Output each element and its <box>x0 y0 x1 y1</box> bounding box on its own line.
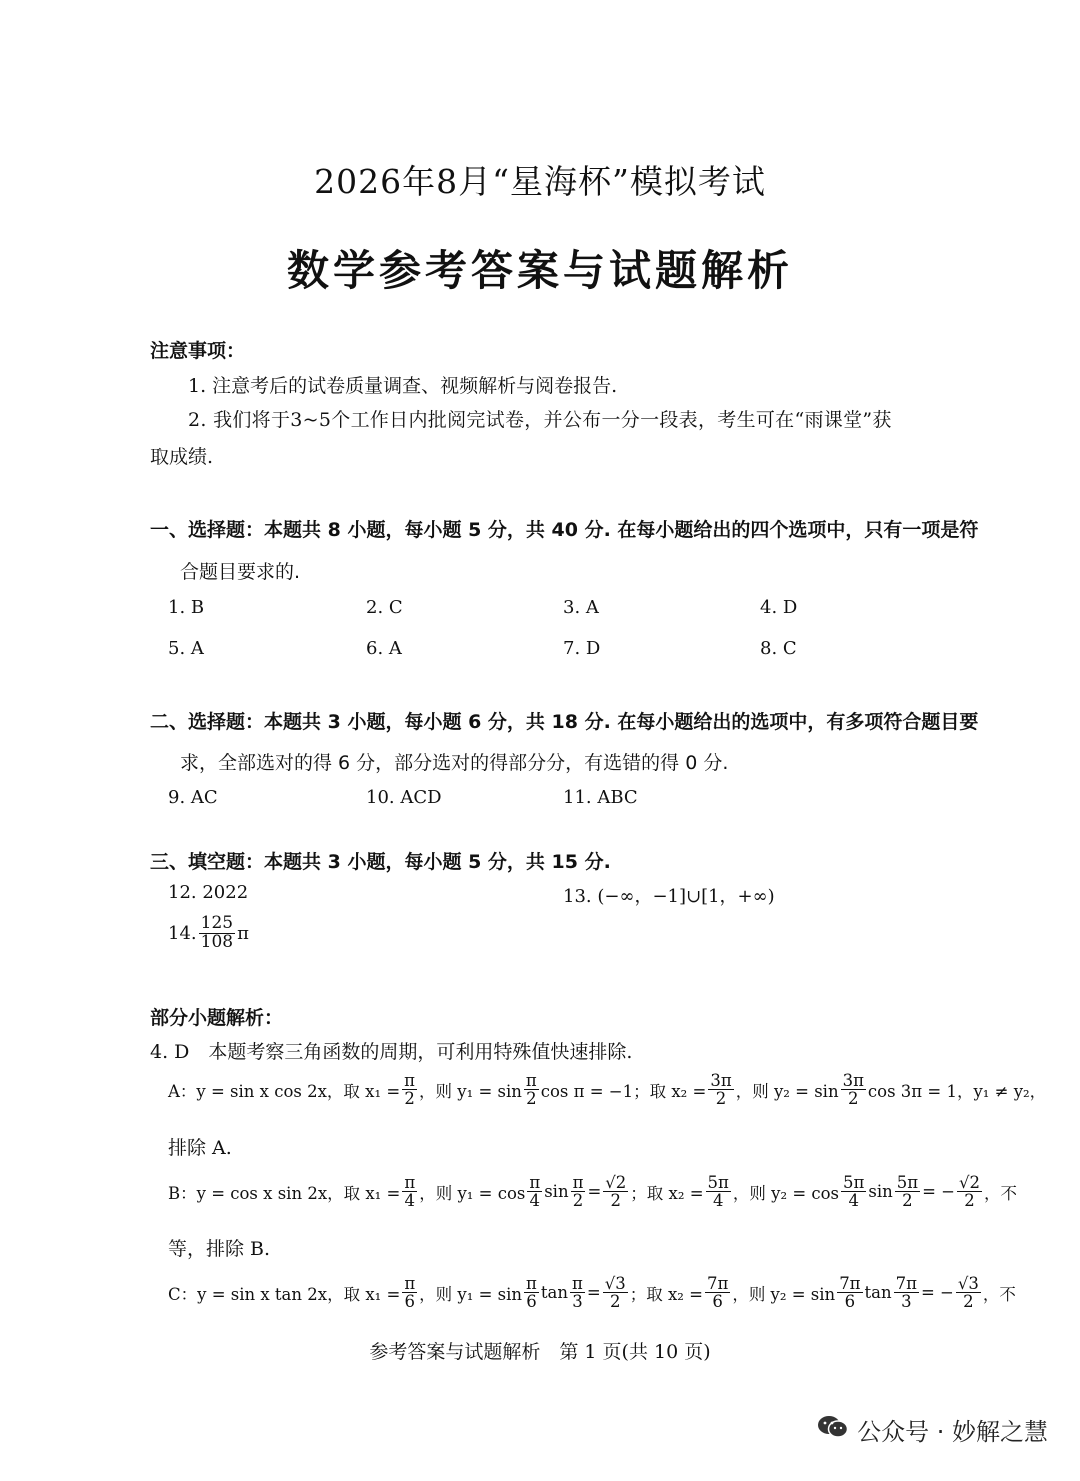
fraction-denominator: 6 <box>844 1292 856 1312</box>
watermark <box>817 1412 1048 1447</box>
fraction-denominator: 2 <box>715 1089 727 1109</box>
option-b-text-9: ，不 <box>984 1183 1018 1203</box>
answer-6: 6. A <box>366 638 402 659</box>
fraction-denominator: 2 <box>964 1191 975 1211</box>
answer-7: 7. D <box>563 638 601 659</box>
fraction-denominator: 2 <box>526 1089 537 1109</box>
fraction-numerator: 5π <box>896 1173 919 1192</box>
fraction-numerator: π <box>525 1071 537 1090</box>
answer-13: 13. (−∞，−1]∪[1，+∞) <box>563 886 775 907</box>
fraction-denominator: 2 <box>963 1292 974 1312</box>
option-a-text-2: ，则 y₁ = sin <box>419 1081 522 1101</box>
option-a-analysis <box>168 1072 1046 1108</box>
fraction-denominator: 2 <box>610 1191 622 1211</box>
option-b-text-4: = <box>587 1182 602 1202</box>
answer-5: 5. A <box>168 638 204 659</box>
option-c-text-4: = <box>586 1283 601 1303</box>
option-a-text-1: A：y = sin x cos 2x，取 x₁ = <box>168 1081 401 1101</box>
analysis-heading: 部分小题解析： <box>150 1007 284 1029</box>
fraction-numerator: π <box>529 1173 541 1192</box>
fraction-numerator: π <box>572 1173 584 1192</box>
option-c-text-1: C：y = sin x tan 2x，取 x₁ = <box>168 1284 401 1304</box>
answer-1: 1. B <box>168 597 205 618</box>
option-c-text-2: ，则 y₁ = sin <box>419 1284 523 1304</box>
fraction-denominator: 3 <box>901 1292 912 1312</box>
fraction-numerator: π <box>404 1274 416 1293</box>
fraction-denominator: 2 <box>848 1089 859 1109</box>
section-1-heading-cont: 合题目要求的. <box>180 561 301 583</box>
answer-9: 9. AC <box>168 787 218 808</box>
fraction-denominator: 2 <box>404 1089 415 1109</box>
fraction-numerator: 7π <box>706 1274 729 1293</box>
option-c-text-8: = − <box>920 1283 954 1303</box>
fraction-numerator: π <box>526 1274 537 1293</box>
fraction-numerator: 5π <box>843 1173 865 1192</box>
fraction-denominator: 2 <box>902 1191 913 1211</box>
fraction-denominator: 2 <box>572 1191 584 1211</box>
fraction-numerator: 7π <box>839 1274 861 1293</box>
fraction-numerator: 125 <box>200 913 234 933</box>
section-1-heading: 一、选择题：本题共 8 小题，每小题 5 分，共 40 分. 在每小题给出的四个选项中，只有一项是符 <box>150 519 979 541</box>
answer-10: 10. ACD <box>366 787 442 808</box>
option-c-text-9: ，不 <box>982 1284 1016 1304</box>
option-b-text-2: ，则 y₁ = cos <box>419 1183 526 1203</box>
section-2-heading: 二、选择题：本题共 3 小题，每小题 6 分，共 18 分. 在每小题给出的选项中，有多项符合题目要 <box>150 711 979 733</box>
answer-14 <box>168 915 249 952</box>
option-b-conclusion: 等，排除 B. <box>168 1238 271 1260</box>
option-b-text-3: sin <box>544 1182 569 1202</box>
exam-title: 2026年8月“星海杯”模拟考试 <box>314 162 766 201</box>
fraction-denominator: 3 <box>572 1292 583 1312</box>
fraction-numerator: √3 <box>957 1274 979 1293</box>
option-c-text-7: tan <box>864 1283 892 1303</box>
answer-2: 2. C <box>366 597 403 618</box>
fraction-numerator: 5π <box>707 1173 729 1192</box>
fraction-denominator: 2 <box>609 1292 621 1312</box>
section-2-heading-cont: 求，全部选对的得 6 分，部分选对的得部分分，有选错的得 0 分. <box>180 752 729 774</box>
answer-14-fraction <box>199 915 235 952</box>
fraction-numerator: √3 <box>604 1274 626 1293</box>
fraction-denominator: 4 <box>848 1191 859 1211</box>
answer-8: 8. C <box>760 638 797 659</box>
option-c-analysis <box>168 1275 1016 1311</box>
fraction-numerator: π <box>404 1173 416 1192</box>
fraction-numerator: √2 <box>605 1173 627 1192</box>
notice-item-2-cont: 取成绩. <box>150 446 214 468</box>
option-b-text-6: ，则 y₂ = cos <box>732 1183 840 1203</box>
fraction-numerator: √2 <box>959 1173 981 1192</box>
option-c-text-3: tan <box>540 1283 569 1303</box>
option-a-text-3: cos π = −1；取 x₂ = <box>540 1081 707 1101</box>
q4-heading: 4. D 本题考察三角函数的周期，可利用特殊值快速排除. <box>150 1041 633 1063</box>
answer-3: 3. A <box>563 597 599 618</box>
fraction-numerator: 7π <box>895 1274 917 1293</box>
page-footer: 参考答案与试题解析 第 1 页(共 10 页) <box>369 1341 711 1363</box>
answer-14-label: 14. <box>168 922 197 944</box>
answer-4: 4. D <box>760 597 798 618</box>
fraction-numerator: 3π <box>710 1071 732 1090</box>
option-b-text-8: = − <box>922 1182 955 1202</box>
answer-12: 12. 2022 <box>168 882 249 903</box>
fraction-denominator: 4 <box>404 1191 416 1211</box>
fraction-numerator: 3π <box>842 1071 864 1090</box>
wechat-icon <box>817 1414 849 1446</box>
fraction-denominator: 6 <box>404 1292 415 1312</box>
notice-heading: 注意事项： <box>150 340 246 362</box>
option-c-text-5: ；取 x₂ = <box>629 1284 703 1304</box>
option-c-text-6: ，则 y₂ = sin <box>732 1284 836 1304</box>
section-3-heading: 三、填空题：本题共 3 小题，每小题 5 分，共 15 分. <box>150 851 611 873</box>
notice-item-1: 1. 注意考后的试卷质量调查、视频解析与阅卷报告. <box>188 375 618 397</box>
watermark-text: 公众号 · 妙解之慧 <box>857 1418 1048 1446</box>
fraction-denominator: 4 <box>529 1191 541 1211</box>
option-b-text-1: B：y = cos x sin 2x，取 x₁ = <box>168 1183 401 1203</box>
option-a-text-5: cos 3π = 1，y₁ ≠ y₂， <box>867 1081 1047 1101</box>
fraction-denominator: 4 <box>712 1191 724 1211</box>
option-a-text-4: ，则 y₂ = sin <box>735 1081 839 1101</box>
option-b-analysis <box>168 1174 1017 1210</box>
fraction-denominator: 108 <box>200 931 234 952</box>
answer-14-pi: π <box>237 922 249 944</box>
option-a-conclusion: 排除 A. <box>168 1137 232 1159</box>
option-b-text-5: ；取 x₂ = <box>630 1183 704 1203</box>
fraction-numerator: π <box>404 1071 416 1090</box>
fraction-denominator: 6 <box>526 1292 537 1312</box>
fraction-denominator: 6 <box>712 1292 723 1312</box>
answer-11: 11. ABC <box>563 787 638 808</box>
fraction-numerator: π <box>572 1274 583 1293</box>
notice-item-2: 2. 我们将于3~5个工作日内批阅完试卷，并公布一分一段表，考生可在“雨课堂”获 <box>188 409 892 431</box>
document-title: 数学参考答案与试题解析 <box>286 246 793 295</box>
option-b-text-7: sin <box>868 1182 893 1202</box>
